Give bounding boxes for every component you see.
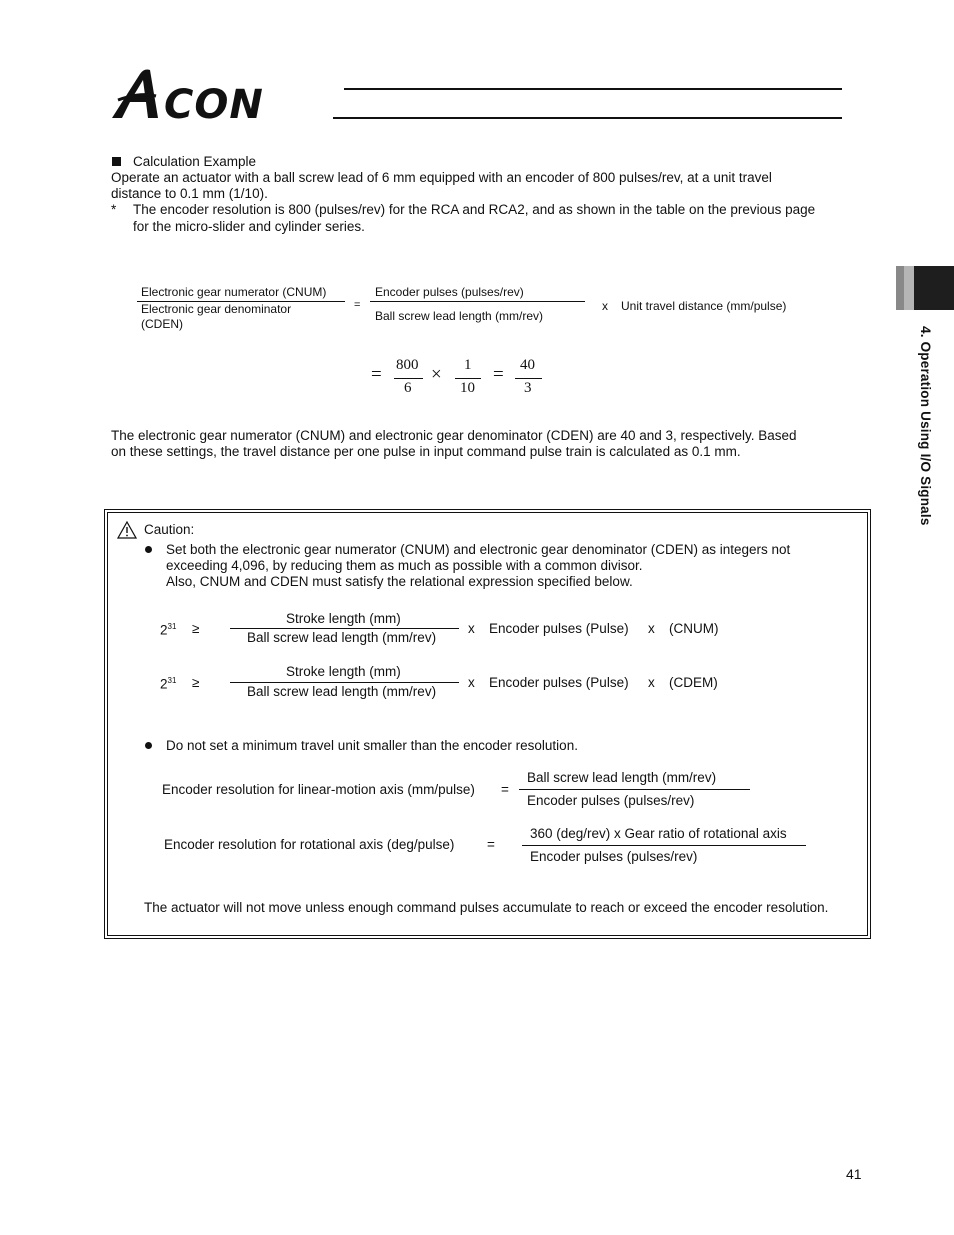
warning-triangle-icon <box>117 521 137 539</box>
fraction3-denominator: 3 <box>524 380 532 396</box>
ineq1-base <box>160 622 176 638</box>
res-rot-denominator: Encoder pulses (pulses/rev) <box>530 849 698 864</box>
calc-times: × <box>431 364 442 385</box>
result-line2: on these settings, the travel distance per one pulse in input command pulse train is calculated as 0.1 mm. <box>111 444 741 459</box>
caution-footer: The actuator will not move unless enough command pulses accumulate to reach or exceed the encoder resolution. <box>144 900 829 915</box>
res-linear-fraction-bar <box>519 789 750 790</box>
ineq2-encoder-pulses: Encoder pulses (Pulse) <box>489 675 629 690</box>
formula-rhs-denominator: Ball screw lead length (mm/rev) <box>375 309 544 323</box>
side-tab-stripe-light <box>896 266 904 310</box>
ineq1-cnum: (CNUM) <box>669 621 719 636</box>
res-rot-equals: = <box>487 837 495 852</box>
note-line1: The encoder resolution is 800 (pulses/rev) for the RCA and RCA2, and as shown in the table on the previous page <box>133 202 816 217</box>
note-marker: * <box>111 202 117 217</box>
ineq1-times1: x <box>468 621 475 636</box>
ineq1-ge: ≥ <box>192 621 200 636</box>
page-number: 41 <box>846 1166 862 1182</box>
fraction1-numerator: 800 <box>396 357 419 373</box>
caution-bullet1-line2: exceeding 4,096, by reducing them as much as possible with a common divisor. <box>166 558 643 573</box>
calc-heading: Calculation Example <box>133 154 257 169</box>
ineq1-base-text: 2 <box>160 622 168 638</box>
ineq1-numerator: Stroke length (mm) <box>286 611 401 626</box>
fraction1-bar <box>394 378 423 379</box>
header-rule-bottom <box>333 117 842 119</box>
calc-para-line2: distance to 0.1 mm (1/10). <box>111 186 268 201</box>
side-tab-block <box>914 266 954 310</box>
calc-para-line1: Operate an actuator with a ball screw lead of 6 mm equipped with an encoder of 800 pulses/rev, at a unit travel <box>111 170 772 185</box>
caution-bullet1-line3: Also, CNUM and CDEN must satisfy the relational expression specified below. <box>166 574 633 589</box>
res-linear-equals: = <box>501 782 509 797</box>
fraction2-bar <box>455 378 481 379</box>
ineq2-exponent: 31 <box>167 676 177 685</box>
ineq2-times2: x <box>648 675 655 690</box>
ineq2-fraction-bar <box>230 682 459 683</box>
caution-bullet2: Do not set a minimum travel unit smaller than the encoder resolution. <box>166 738 578 753</box>
fraction3-numerator: 40 <box>520 357 535 373</box>
res-linear-denominator: Encoder pulses (pulses/rev) <box>527 793 695 808</box>
ineq1-times2: x <box>648 621 655 636</box>
formula-equals: = <box>354 299 361 311</box>
chapter-label: 4. Operation Using I/O Signals <box>918 326 933 526</box>
res-linear-numerator: Ball screw lead length (mm/rev) <box>527 770 717 785</box>
ineq1-denominator: Ball screw lead length (mm/rev) <box>247 630 437 645</box>
square-bullet-icon <box>112 157 121 166</box>
ineq2-base-text: 2 <box>160 676 168 692</box>
formula-lhs-denominator-line1: Electronic gear denominator <box>141 302 292 316</box>
fraction1-denominator: 6 <box>404 380 412 396</box>
acon-logo <box>110 66 340 122</box>
fraction2-numerator: 1 <box>464 357 472 373</box>
ineq2-ge: ≥ <box>192 675 200 690</box>
fraction3-bar <box>515 378 542 379</box>
ineq2-numerator: Stroke length (mm) <box>286 664 401 679</box>
caution-bullet1-line1: Set both the electronic gear numerator (CNUM) and electronic gear denominator (CDEN) as integers not <box>166 542 791 557</box>
ineq2-base <box>160 676 176 692</box>
res-rot-fraction-bar <box>522 845 806 846</box>
formula-rhs-numerator: Encoder pulses (pulses/rev) <box>375 285 524 299</box>
res-rot-label: Encoder resolution for rotational axis (deg/pulse) <box>164 837 455 852</box>
result-line1: The electronic gear numerator (CNUM) and electronic gear denominator (CDEN) are 40 and 3, respectively. Based <box>111 428 797 443</box>
ineq2-cdem: (CDEM) <box>669 675 718 690</box>
formula-unit-travel: Unit travel distance (mm/pulse) <box>621 299 787 313</box>
formula-rhs-fraction-bar <box>370 301 585 302</box>
header-rule-top <box>344 88 842 90</box>
calc-equals-2: = <box>493 364 504 385</box>
formula-times: x <box>602 299 608 313</box>
svg-text:CON: CON <box>164 82 264 122</box>
bullet-icon <box>145 742 152 749</box>
formula-lhs-numerator: Electronic gear numerator (CNUM) <box>141 285 327 299</box>
formula-lhs-denominator-line2: (CDEN) <box>141 317 183 331</box>
ineq2-denominator: Ball screw lead length (mm/rev) <box>247 684 437 699</box>
ineq1-exponent: 31 <box>167 622 177 631</box>
note-line2: for the micro-slider and cylinder series. <box>133 219 365 234</box>
bullet-icon <box>145 546 152 553</box>
ineq2-times1: x <box>468 675 475 690</box>
res-linear-label: Encoder resolution for linear-motion axis (mm/pulse) <box>162 782 475 797</box>
ineq1-fraction-bar <box>230 628 459 629</box>
ineq1-encoder-pulses: Encoder pulses (Pulse) <box>489 621 629 636</box>
caution-title: Caution: <box>144 522 195 537</box>
fraction2-denominator: 10 <box>460 380 475 396</box>
res-rot-numerator: 360 (deg/rev) x Gear ratio of rotational axis <box>530 826 787 841</box>
side-tab-stripe-mid <box>904 266 914 310</box>
calc-equals-1: = <box>371 364 382 385</box>
